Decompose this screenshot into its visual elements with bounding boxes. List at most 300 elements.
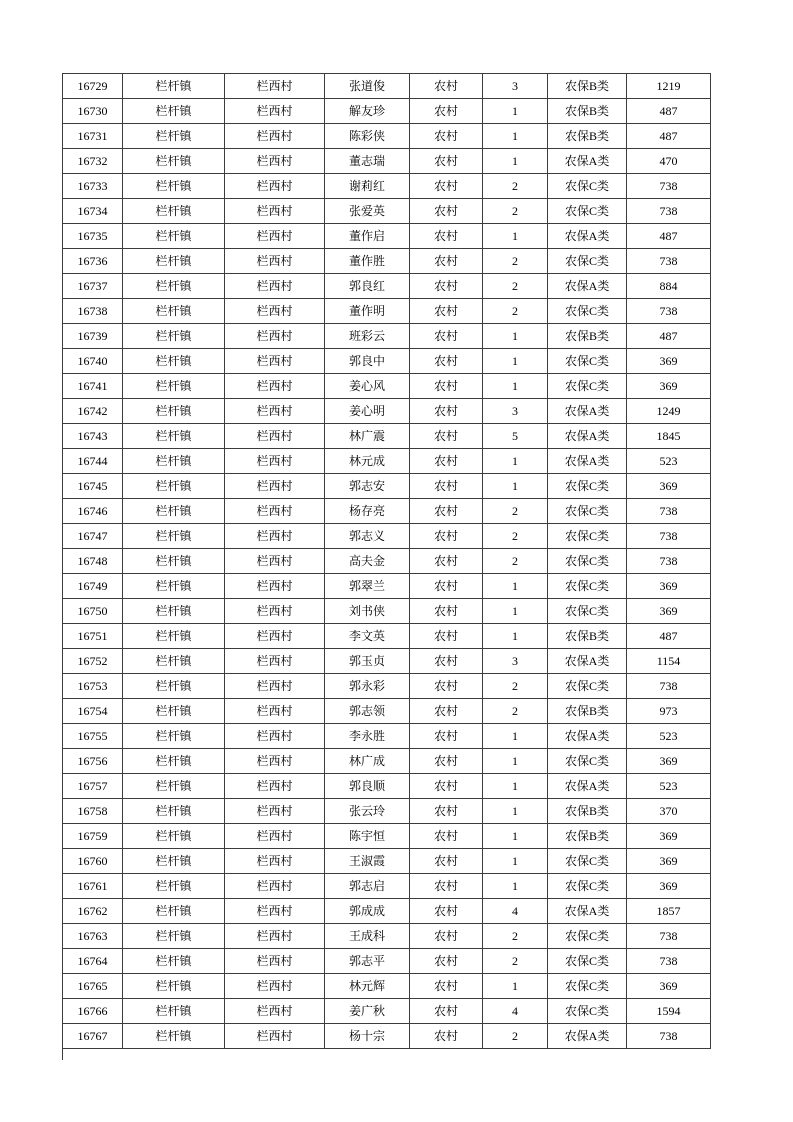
cell-name: 姜广秋	[325, 999, 410, 1024]
cell-village: 栏西村	[225, 624, 325, 649]
cell-town: 栏杆镇	[123, 1024, 225, 1049]
cell-residence-type: 农村	[410, 499, 483, 524]
cell-insurance-category: 农保C类	[548, 949, 627, 974]
cell-amount: 1857	[627, 899, 711, 924]
cell-person-count: 1	[483, 774, 548, 799]
table-row	[63, 374, 711, 399]
cell-insurance-category: 农保A类	[548, 149, 627, 174]
records-table	[62, 73, 711, 1049]
table-row	[63, 599, 711, 624]
cell-town: 栏杆镇	[123, 699, 225, 724]
cell-insurance-category: 农保C类	[548, 374, 627, 399]
cell-id: 16757	[63, 774, 123, 799]
cell-insurance-category: 农保C类	[548, 499, 627, 524]
cell-name: 郭成成	[325, 899, 410, 924]
cell-town: 栏杆镇	[123, 874, 225, 899]
cell-insurance-category: 农保A类	[548, 399, 627, 424]
cell-person-count: 1	[483, 474, 548, 499]
cell-residence-type: 农村	[410, 549, 483, 574]
cell-village: 栏西村	[225, 824, 325, 849]
cell-id: 16731	[63, 124, 123, 149]
cell-person-count: 2	[483, 549, 548, 574]
cell-town: 栏杆镇	[123, 374, 225, 399]
cell-amount: 1219	[627, 74, 711, 99]
cell-town: 栏杆镇	[123, 524, 225, 549]
cell-amount: 487	[627, 124, 711, 149]
cell-id: 16756	[63, 749, 123, 774]
table-row	[63, 1024, 711, 1049]
cell-town: 栏杆镇	[123, 199, 225, 224]
table-row	[63, 474, 711, 499]
table-row	[63, 74, 711, 99]
cell-person-count: 1	[483, 724, 548, 749]
cell-town: 栏杆镇	[123, 499, 225, 524]
cell-person-count: 1	[483, 149, 548, 174]
cell-town: 栏杆镇	[123, 299, 225, 324]
cell-insurance-category: 农保C类	[548, 674, 627, 699]
cell-residence-type: 农村	[410, 699, 483, 724]
cell-id: 16753	[63, 674, 123, 699]
table-row	[63, 924, 711, 949]
table-row	[63, 949, 711, 974]
cell-town: 栏杆镇	[123, 624, 225, 649]
cell-person-count: 1	[483, 599, 548, 624]
cell-insurance-category: 农保C类	[548, 599, 627, 624]
cell-name: 董志瑞	[325, 149, 410, 174]
cell-id: 16741	[63, 374, 123, 399]
cell-insurance-category: 农保C类	[548, 974, 627, 999]
table-row	[63, 674, 711, 699]
cell-amount: 523	[627, 724, 711, 749]
cell-id: 16755	[63, 724, 123, 749]
cell-person-count: 1	[483, 99, 548, 124]
cell-village: 栏西村	[225, 124, 325, 149]
cell-id: 16748	[63, 549, 123, 574]
cell-person-count: 1	[483, 874, 548, 899]
cell-residence-type: 农村	[410, 724, 483, 749]
cell-person-count: 1	[483, 449, 548, 474]
table-row	[63, 324, 711, 349]
cell-name: 郭玉贞	[325, 649, 410, 674]
cell-id: 16739	[63, 324, 123, 349]
cell-insurance-category: 农保B类	[548, 74, 627, 99]
cell-residence-type: 农村	[410, 624, 483, 649]
cell-insurance-category: 农保A类	[548, 774, 627, 799]
cell-village: 栏西村	[225, 599, 325, 624]
cell-town: 栏杆镇	[123, 424, 225, 449]
cell-village: 栏西村	[225, 649, 325, 674]
cell-amount: 369	[627, 974, 711, 999]
cell-residence-type: 农村	[410, 599, 483, 624]
spreadsheet-page	[62, 73, 711, 1049]
cell-residence-type: 农村	[410, 799, 483, 824]
table-row	[63, 449, 711, 474]
cell-person-count: 2	[483, 174, 548, 199]
cell-id: 16734	[63, 199, 123, 224]
cell-id: 16761	[63, 874, 123, 899]
cell-insurance-category: 农保C类	[548, 299, 627, 324]
cell-town: 栏杆镇	[123, 724, 225, 749]
cell-town: 栏杆镇	[123, 474, 225, 499]
cell-id: 16742	[63, 399, 123, 424]
cell-residence-type: 农村	[410, 674, 483, 699]
table-row	[63, 624, 711, 649]
cell-village: 栏西村	[225, 324, 325, 349]
cell-amount: 523	[627, 449, 711, 474]
cell-residence-type: 农村	[410, 899, 483, 924]
cell-person-count: 1	[483, 349, 548, 374]
cell-name: 李文英	[325, 624, 410, 649]
cell-name: 郭良顺	[325, 774, 410, 799]
cell-name: 郭永彩	[325, 674, 410, 699]
cell-town: 栏杆镇	[123, 324, 225, 349]
cell-person-count: 2	[483, 199, 548, 224]
cell-name: 张爱英	[325, 199, 410, 224]
cell-person-count: 3	[483, 649, 548, 674]
cell-id: 16760	[63, 849, 123, 874]
cell-id: 16736	[63, 249, 123, 274]
cell-village: 栏西村	[225, 199, 325, 224]
table-row	[63, 974, 711, 999]
cell-person-count: 1	[483, 574, 548, 599]
cell-id: 16747	[63, 524, 123, 549]
cell-town: 栏杆镇	[123, 449, 225, 474]
cell-village: 栏西村	[225, 474, 325, 499]
cell-id: 16746	[63, 499, 123, 524]
table-row	[63, 549, 711, 574]
table-row	[63, 224, 711, 249]
cell-amount: 523	[627, 774, 711, 799]
cell-village: 栏西村	[225, 799, 325, 824]
cell-amount: 369	[627, 599, 711, 624]
cell-town: 栏杆镇	[123, 824, 225, 849]
cell-id: 16729	[63, 74, 123, 99]
cell-town: 栏杆镇	[123, 274, 225, 299]
cell-person-count: 1	[483, 374, 548, 399]
cell-amount: 1249	[627, 399, 711, 424]
cell-amount: 738	[627, 299, 711, 324]
cell-residence-type: 农村	[410, 399, 483, 424]
cell-id: 16740	[63, 349, 123, 374]
table-row	[63, 724, 711, 749]
cell-name: 张云玲	[325, 799, 410, 824]
cell-residence-type: 农村	[410, 574, 483, 599]
cell-insurance-category: 农保B类	[548, 824, 627, 849]
cell-person-count: 1	[483, 974, 548, 999]
cell-insurance-category: 农保B类	[548, 99, 627, 124]
cell-id: 16750	[63, 599, 123, 624]
cell-person-count: 2	[483, 674, 548, 699]
cell-insurance-category: 农保C类	[548, 524, 627, 549]
table-row	[63, 799, 711, 824]
cell-name: 王成科	[325, 924, 410, 949]
cell-town: 栏杆镇	[123, 649, 225, 674]
cell-village: 栏西村	[225, 899, 325, 924]
cell-village: 栏西村	[225, 774, 325, 799]
cell-insurance-category: 农保C类	[548, 849, 627, 874]
cell-person-count: 2	[483, 274, 548, 299]
cell-residence-type: 农村	[410, 224, 483, 249]
cell-town: 栏杆镇	[123, 349, 225, 374]
table-row	[63, 249, 711, 274]
cell-id: 16751	[63, 624, 123, 649]
cell-insurance-category: 农保B类	[548, 124, 627, 149]
cell-insurance-category: 农保A类	[548, 649, 627, 674]
table-row	[63, 874, 711, 899]
cell-residence-type: 农村	[410, 274, 483, 299]
cell-village: 栏西村	[225, 699, 325, 724]
cell-town: 栏杆镇	[123, 149, 225, 174]
table-row	[63, 399, 711, 424]
cell-village: 栏西村	[225, 849, 325, 874]
cell-residence-type: 农村	[410, 874, 483, 899]
cell-name: 林元辉	[325, 974, 410, 999]
cell-amount: 738	[627, 174, 711, 199]
cell-person-count: 2	[483, 1024, 548, 1049]
cell-name: 谢莉红	[325, 174, 410, 199]
cell-village: 栏西村	[225, 724, 325, 749]
cell-town: 栏杆镇	[123, 799, 225, 824]
cell-person-count: 2	[483, 524, 548, 549]
cell-name: 刘书侠	[325, 599, 410, 624]
cell-residence-type: 农村	[410, 999, 483, 1024]
cell-name: 董作启	[325, 224, 410, 249]
cell-town: 栏杆镇	[123, 174, 225, 199]
cell-village: 栏西村	[225, 549, 325, 574]
cell-insurance-category: 农保B类	[548, 624, 627, 649]
cell-village: 栏西村	[225, 499, 325, 524]
cell-name: 解友珍	[325, 99, 410, 124]
cell-id: 16763	[63, 924, 123, 949]
cell-name: 杨存亮	[325, 499, 410, 524]
cell-person-count: 2	[483, 499, 548, 524]
cell-insurance-category: 农保A类	[548, 1024, 627, 1049]
cell-name: 李永胜	[325, 724, 410, 749]
cell-id: 16743	[63, 424, 123, 449]
cell-amount: 369	[627, 824, 711, 849]
cell-village: 栏西村	[225, 1024, 325, 1049]
cell-town: 栏杆镇	[123, 99, 225, 124]
cell-name: 杨十宗	[325, 1024, 410, 1049]
cell-residence-type: 农村	[410, 299, 483, 324]
cell-village: 栏西村	[225, 174, 325, 199]
cell-person-count: 1	[483, 224, 548, 249]
cell-name: 林元成	[325, 449, 410, 474]
cell-insurance-category: 农保C类	[548, 174, 627, 199]
table-row	[63, 199, 711, 224]
cell-person-count: 1	[483, 849, 548, 874]
cell-residence-type: 农村	[410, 949, 483, 974]
cell-insurance-category: 农保A类	[548, 224, 627, 249]
table-row	[63, 299, 711, 324]
cell-amount: 738	[627, 949, 711, 974]
cell-amount: 738	[627, 249, 711, 274]
cell-id: 16764	[63, 949, 123, 974]
cell-name: 郭翠兰	[325, 574, 410, 599]
cell-village: 栏西村	[225, 99, 325, 124]
cell-amount: 1154	[627, 649, 711, 674]
cell-name: 郭良中	[325, 349, 410, 374]
table-row	[63, 99, 711, 124]
cell-village: 栏西村	[225, 924, 325, 949]
table-row	[63, 524, 711, 549]
cell-id: 16745	[63, 474, 123, 499]
cell-residence-type: 农村	[410, 749, 483, 774]
cell-residence-type: 农村	[410, 174, 483, 199]
cell-amount: 369	[627, 874, 711, 899]
cell-town: 栏杆镇	[123, 949, 225, 974]
cell-residence-type: 农村	[410, 424, 483, 449]
cell-town: 栏杆镇	[123, 674, 225, 699]
cell-amount: 973	[627, 699, 711, 724]
cell-person-count: 3	[483, 74, 548, 99]
cell-town: 栏杆镇	[123, 74, 225, 99]
cell-person-count: 2	[483, 924, 548, 949]
cell-amount: 1845	[627, 424, 711, 449]
cell-id: 16733	[63, 174, 123, 199]
cell-amount: 369	[627, 474, 711, 499]
cell-residence-type: 农村	[410, 649, 483, 674]
table-row	[63, 699, 711, 724]
table-row	[63, 349, 711, 374]
cell-insurance-category: 农保C类	[548, 924, 627, 949]
cell-town: 栏杆镇	[123, 924, 225, 949]
cell-person-count: 3	[483, 399, 548, 424]
cell-town: 栏杆镇	[123, 749, 225, 774]
cell-village: 栏西村	[225, 674, 325, 699]
cell-village: 栏西村	[225, 974, 325, 999]
cell-name: 王淑霞	[325, 849, 410, 874]
table-row	[63, 824, 711, 849]
cell-insurance-category: 农保B类	[548, 799, 627, 824]
cell-id: 16765	[63, 974, 123, 999]
table-row	[63, 774, 711, 799]
cell-name: 董作明	[325, 299, 410, 324]
cell-residence-type: 农村	[410, 74, 483, 99]
cell-residence-type: 农村	[410, 824, 483, 849]
cell-town: 栏杆镇	[123, 599, 225, 624]
cell-id: 16732	[63, 149, 123, 174]
cell-person-count: 2	[483, 249, 548, 274]
table-row	[63, 649, 711, 674]
cell-town: 栏杆镇	[123, 124, 225, 149]
table-row	[63, 424, 711, 449]
cell-amount: 487	[627, 624, 711, 649]
cell-village: 栏西村	[225, 749, 325, 774]
cell-town: 栏杆镇	[123, 999, 225, 1024]
table-row	[63, 999, 711, 1024]
table-row	[63, 124, 711, 149]
cell-id: 16762	[63, 899, 123, 924]
cell-person-count: 4	[483, 899, 548, 924]
cell-residence-type: 农村	[410, 449, 483, 474]
cell-insurance-category: 农保A类	[548, 899, 627, 924]
cell-name: 郭志安	[325, 474, 410, 499]
cell-village: 栏西村	[225, 524, 325, 549]
cell-id: 16730	[63, 99, 123, 124]
cell-person-count: 1	[483, 124, 548, 149]
table-row	[63, 899, 711, 924]
cell-id: 16767	[63, 1024, 123, 1049]
cell-id: 16759	[63, 824, 123, 849]
cell-name: 高夫金	[325, 549, 410, 574]
cell-insurance-category: 农保C类	[548, 249, 627, 274]
cell-name: 林广成	[325, 749, 410, 774]
cell-amount: 369	[627, 374, 711, 399]
cell-village: 栏西村	[225, 149, 325, 174]
cell-id: 16735	[63, 224, 123, 249]
cell-name: 张道俊	[325, 74, 410, 99]
cell-town: 栏杆镇	[123, 399, 225, 424]
cell-village: 栏西村	[225, 374, 325, 399]
cell-amount: 738	[627, 524, 711, 549]
cell-village: 栏西村	[225, 449, 325, 474]
cell-residence-type: 农村	[410, 249, 483, 274]
cell-name: 林广震	[325, 424, 410, 449]
cell-residence-type: 农村	[410, 374, 483, 399]
cell-insurance-category: 农保A类	[548, 449, 627, 474]
cell-person-count: 1	[483, 624, 548, 649]
cell-village: 栏西村	[225, 424, 325, 449]
cell-amount: 370	[627, 799, 711, 824]
cell-town: 栏杆镇	[123, 774, 225, 799]
cell-village: 栏西村	[225, 874, 325, 899]
table-row	[63, 174, 711, 199]
cell-name: 班彩云	[325, 324, 410, 349]
cell-insurance-category: 农保A类	[548, 274, 627, 299]
cell-id: 16744	[63, 449, 123, 474]
cell-insurance-category: 农保A类	[548, 424, 627, 449]
cell-name: 郭志启	[325, 874, 410, 899]
cell-residence-type: 农村	[410, 199, 483, 224]
cell-amount: 487	[627, 99, 711, 124]
cell-amount: 487	[627, 324, 711, 349]
cell-name: 郭志义	[325, 524, 410, 549]
cell-town: 栏杆镇	[123, 574, 225, 599]
cell-insurance-category: 农保B类	[548, 699, 627, 724]
cell-village: 栏西村	[225, 349, 325, 374]
cell-residence-type: 农村	[410, 474, 483, 499]
cell-amount: 487	[627, 224, 711, 249]
cell-insurance-category: 农保C类	[548, 199, 627, 224]
cell-amount: 738	[627, 924, 711, 949]
cell-amount: 884	[627, 274, 711, 299]
cell-insurance-category: 农保B类	[548, 324, 627, 349]
cell-id: 16766	[63, 999, 123, 1024]
cell-village: 栏西村	[225, 574, 325, 599]
cell-person-count: 2	[483, 699, 548, 724]
table-row	[63, 574, 711, 599]
records-table-body	[63, 74, 711, 1049]
cell-town: 栏杆镇	[123, 224, 225, 249]
partial-next-row-fragment	[62, 1048, 673, 1060]
cell-insurance-category: 农保C类	[548, 999, 627, 1024]
cell-person-count: 2	[483, 299, 548, 324]
cell-person-count: 2	[483, 949, 548, 974]
cell-town: 栏杆镇	[123, 549, 225, 574]
cell-residence-type: 农村	[410, 149, 483, 174]
cell-residence-type: 农村	[410, 924, 483, 949]
table-row	[63, 499, 711, 524]
cell-person-count: 1	[483, 799, 548, 824]
cell-amount: 738	[627, 199, 711, 224]
cell-village: 栏西村	[225, 299, 325, 324]
cell-name: 陈宇恒	[325, 824, 410, 849]
cell-village: 栏西村	[225, 74, 325, 99]
cell-amount: 738	[627, 1024, 711, 1049]
cell-insurance-category: 农保C类	[548, 549, 627, 574]
cell-village: 栏西村	[225, 999, 325, 1024]
